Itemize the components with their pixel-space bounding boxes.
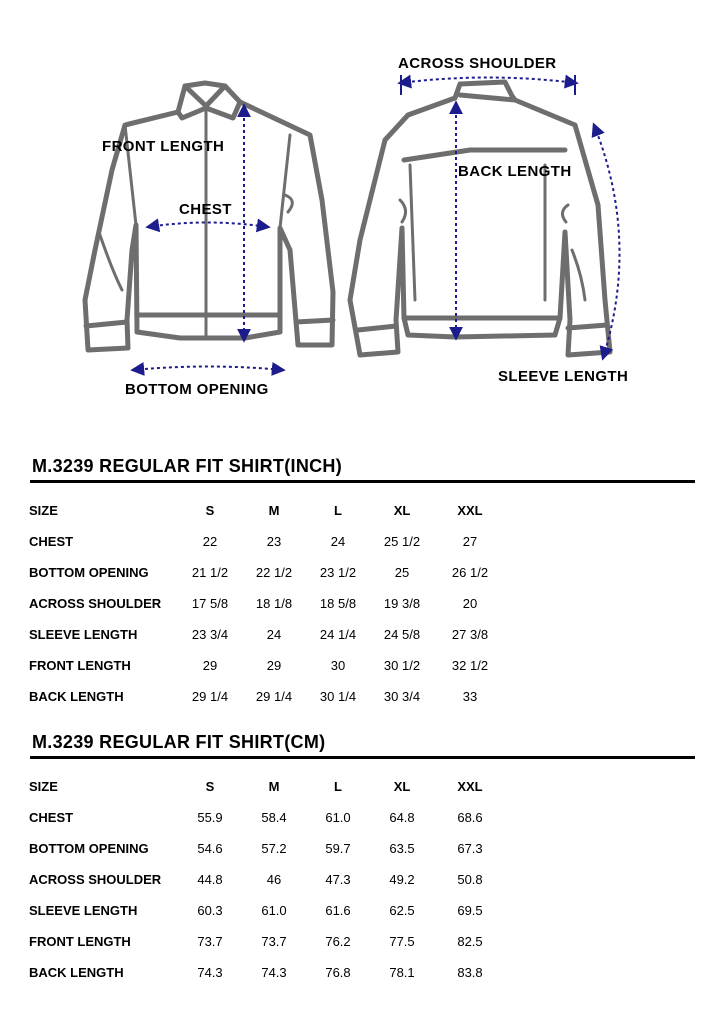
table-cell: 74.3 [261,965,287,980]
measurement-label: SLEEVE LENGTH [29,903,138,918]
table-cell: 27 [462,534,478,549]
table-cell: 22 1/2 [255,565,293,580]
table-cell: 77.5 [389,934,415,949]
sleeve-length-label: SLEEVE LENGTH [498,368,629,385]
size-column-header: L [334,779,342,794]
table-cell: 69.5 [457,903,483,918]
table-cell: 23 3/4 [191,627,229,642]
table-cell: 60.3 [197,903,223,918]
table-row [0,596,723,616]
size-column-header: XXL [457,779,483,794]
table-header-row [0,779,723,799]
table-cell: 76.8 [325,965,351,980]
measurement-label: BACK LENGTH [29,689,124,704]
table-row [0,841,723,861]
inch-table-title: M.3239 REGULAR FIT SHIRT(INCH) [32,456,343,476]
measurement-label: SLEEVE LENGTH [29,627,138,642]
table-cell: 82.5 [457,934,483,949]
table-cell: 23 [266,534,282,549]
front-left-cuff [86,322,127,326]
table-cell: 46 [266,872,282,887]
bottom-opening-label: BOTTOM OPENING [125,381,269,398]
table-cell: 67.3 [457,841,483,856]
table-cell: 30 3/4 [383,689,421,704]
table-cell: 25 1/2 [383,534,421,549]
table-cell: 74.3 [197,965,223,980]
table-cell: 55.9 [197,810,223,825]
front-left-sleeve-crease [100,235,122,290]
back-left-cuff [358,326,396,330]
table-cell: 26 1/2 [451,565,489,580]
table-cell: 23 1/2 [319,565,357,580]
table-cell: 24 [266,627,282,642]
table-cell: 49.2 [389,872,415,887]
table-cell: 64.8 [389,810,415,825]
table-cell: 33 [462,689,478,704]
back-left-tab [400,200,406,222]
table-row [0,810,723,830]
measurement-label: ACROSS SHOULDER [29,872,162,887]
measurement-label: CHEST [29,534,74,549]
table-cell: 25 [394,565,410,580]
measurement-label: FRONT LENGTH [29,934,131,949]
table-row [0,565,723,585]
table-cell: 62.5 [389,903,415,918]
table-cell: 18 1/8 [255,596,293,611]
measurement-diagram [0,0,723,420]
size-column-header: S [205,779,215,794]
table-cell: 18 5/8 [319,596,357,611]
table-cell: 76.2 [325,934,351,949]
table-cell: 58.4 [261,810,287,825]
size-header-label: SIZE [29,503,58,518]
table-cell: 63.5 [389,841,415,856]
back-left-seam [410,165,415,300]
table-cell: 73.7 [197,934,223,949]
front-length-label: FRONT LENGTH [102,138,225,155]
inch-table-rule [30,480,695,483]
table-cell: 30 1/2 [383,658,421,673]
chest-label: CHEST [179,201,232,218]
table-cell: 78.1 [389,965,415,980]
table-cell: 61.0 [261,903,287,918]
table-cell: 68.6 [457,810,483,825]
back-right-sleeve-crease [572,250,585,300]
front-collar-fold [185,86,225,106]
size-column-header: M [268,503,280,518]
table-cell: 50.8 [457,872,483,887]
table-cell: 21 1/2 [191,565,229,580]
size-header-label: SIZE [29,779,58,794]
table-cell: 54.6 [197,841,223,856]
cm-table-rule [30,756,695,759]
back-yoke [404,150,565,160]
table-cell: 29 [202,658,218,673]
measurement-label: FRONT LENGTH [29,658,131,673]
table-cell: 19 3/8 [383,596,421,611]
table-cell: 57.2 [261,841,287,856]
table-cell: 83.8 [457,965,483,980]
measurement-label: ACROSS SHOULDER [29,596,162,611]
shirt-back-view [350,82,610,355]
table-cell: 44.8 [197,872,223,887]
size-column-header: XL [393,779,411,794]
size-column-header: M [268,779,280,794]
measurement-label: BACK LENGTH [29,965,124,980]
measurement-label: CHEST [29,810,74,825]
table-cell: 29 1/4 [191,689,229,704]
table-row [0,534,723,554]
chest-arrow [148,223,268,228]
size-column-header: XL [393,503,411,518]
table-cell: 22 [202,534,218,549]
table-cell: 24 1/4 [319,627,357,642]
back-length-label: BACK LENGTH [458,163,572,180]
front-pocket [285,195,292,212]
back-right-tab [562,205,568,222]
back-right-cuff [568,325,607,328]
table-cell: 47.3 [325,872,351,887]
table-cell: 24 [330,534,346,549]
across-shoulder-label: ACROSS SHOULDER [398,55,557,72]
front-right-cuff [296,320,333,322]
table-cell: 30 1/4 [319,689,357,704]
size-column-header: L [334,503,342,518]
table-cell: 17 5/8 [191,596,229,611]
measurement-label: BOTTOM OPENING [29,841,149,856]
front-right-sleeve-seam [280,135,290,228]
table-cell: 61.6 [325,903,351,918]
table-cell: 27 3/8 [451,627,489,642]
size-column-header: XXL [457,503,483,518]
table-row [0,689,723,709]
table-cell: 32 1/2 [451,658,489,673]
table-cell: 29 1/4 [255,689,293,704]
table-row [0,658,723,678]
shirt-diagram-svg [0,0,723,420]
table-header-row [0,503,723,523]
table-cell: 61.0 [325,810,351,825]
table-cell: 30 [330,658,346,673]
measurement-label: BOTTOM OPENING [29,565,149,580]
table-row [0,627,723,647]
table-cell: 73.7 [261,934,287,949]
table-cell: 24 5/8 [383,627,421,642]
table-row [0,872,723,892]
table-row [0,903,723,923]
size-column-header: S [205,503,215,518]
table-cell: 20 [462,596,478,611]
cm-table-title: M.3239 REGULAR FIT SHIRT(CM) [32,732,326,752]
bottom-opening-arrow [133,367,283,371]
table-row [0,934,723,954]
table-row [0,965,723,985]
table-cell: 59.7 [325,841,351,856]
table-cell: 29 [266,658,282,673]
